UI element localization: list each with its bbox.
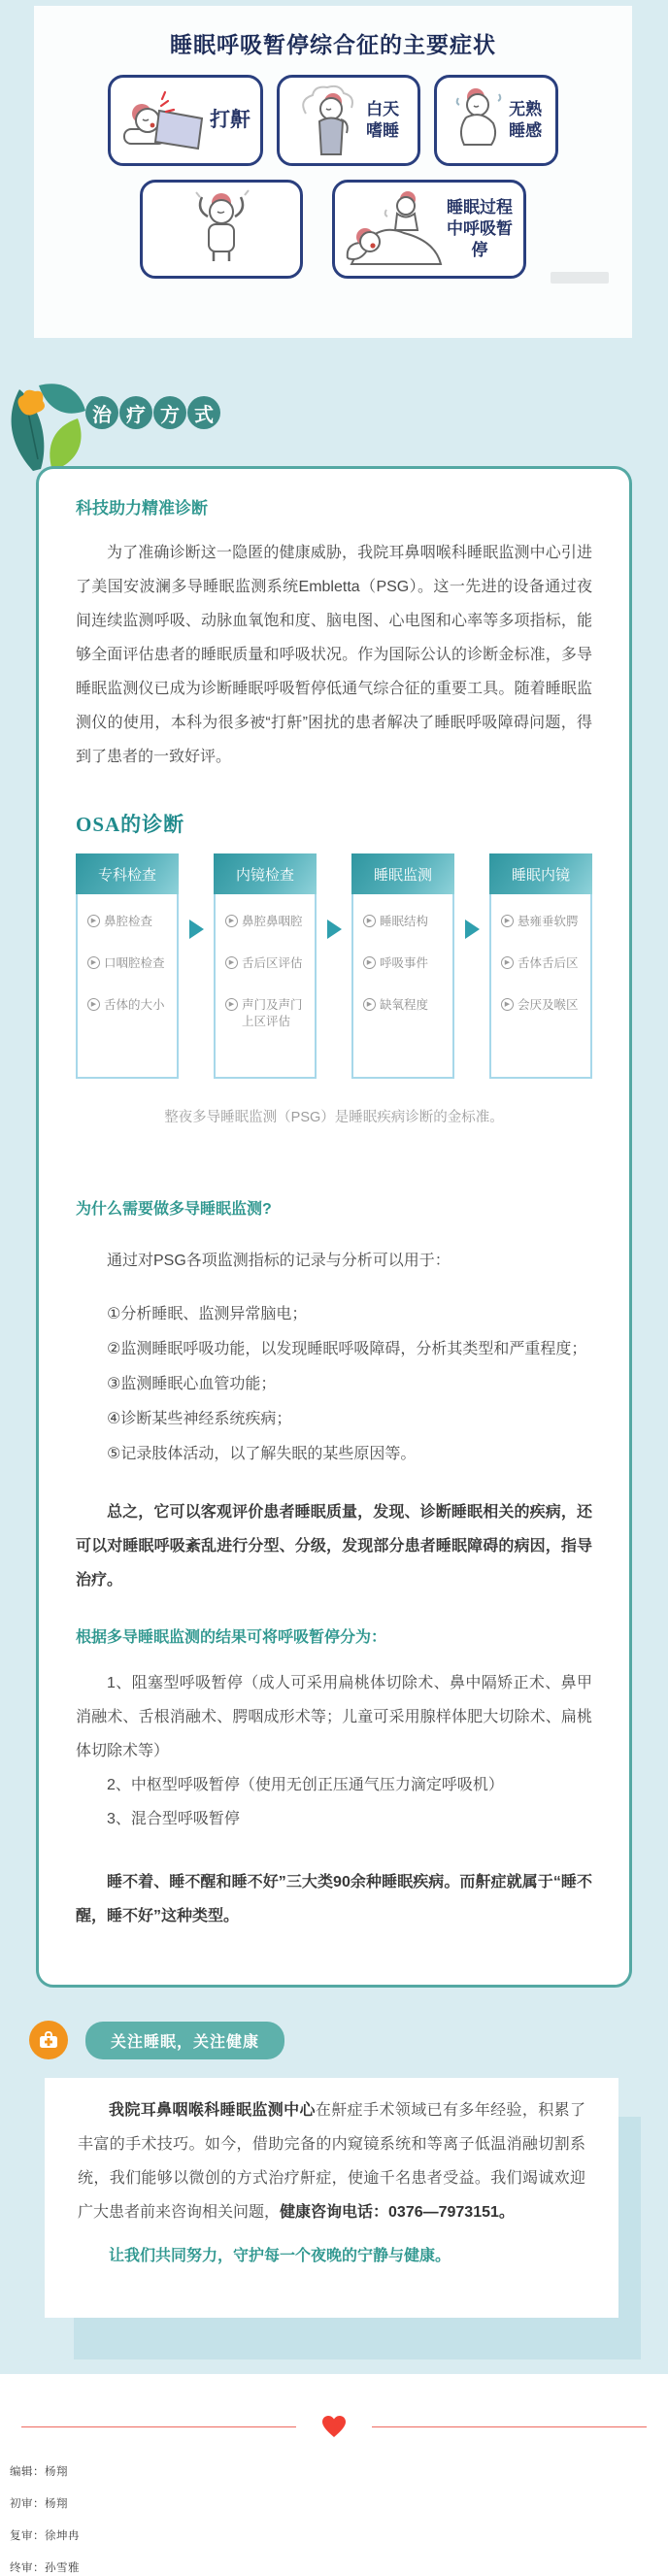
credit-final-review: 终审：孙雪雅 — [10, 2562, 80, 2574]
osa-item-label: 呼吸事件 — [380, 956, 429, 970]
credit-second-review: 复审：徐坤冉 — [10, 2530, 80, 2542]
consult-card — [45, 2078, 618, 2318]
infographic-title: 睡眠呼吸暂停综合征的主要症状 — [170, 32, 496, 57]
symptom-label: 白天嗜睡 — [366, 99, 400, 140]
apnea-type-mixed: 3、混合型呼吸暂停 — [107, 1811, 240, 1827]
osa-item — [87, 955, 171, 972]
osa-column-header: 睡眠监测 — [351, 853, 454, 894]
symptom-panel-apnea — [332, 180, 526, 279]
divider-line — [372, 2426, 647, 2427]
osa-column-sleep-monitoring — [351, 853, 454, 1079]
play-bullet-icon: ▶ — [87, 998, 100, 1011]
paragraph-summary: 总之，它可以客观评价患者睡眠质量，发现、诊断睡眠相关的疾病，还可以对睡眠呼吸紊乱进行分型、分级，发现部分患者睡眠障碍的病因，指导治疗。 — [76, 1504, 592, 1589]
play-bullet-icon: ▶ — [501, 915, 514, 927]
osa-column-header: 内镜检查 — [214, 853, 317, 894]
osa-item — [363, 997, 447, 1014]
snoring-cartoon-icon — [120, 84, 210, 156]
osa-item — [225, 955, 309, 972]
banner-pill-label: 关注睡眠，关注健康 — [85, 2022, 284, 2059]
osa-item-label: 缺氧程度 — [380, 998, 429, 1012]
osa-column-body — [489, 894, 592, 1079]
osa-flow-diagram — [76, 853, 592, 1079]
osa-column-body — [76, 894, 179, 1079]
osa-item-label: 鼻腔检查 — [104, 915, 153, 928]
health-banner — [29, 2020, 284, 2060]
symptom-label: 无熟睡感 — [509, 99, 543, 140]
badge-char-1: 治 — [85, 396, 118, 429]
osa-item — [363, 914, 447, 930]
symptom-panel-no-deep-sleep — [434, 75, 558, 166]
osa-column-sleep-endoscopy — [489, 853, 592, 1079]
psg-uses-list — [76, 1297, 592, 1472]
heading-apnea-types: 根据多导睡眠监测的结果可将呼吸暂停分为： — [76, 1629, 387, 1646]
daytime-sleepiness-cartoon-icon — [296, 83, 366, 158]
osa-item — [87, 997, 171, 1014]
osa-item — [225, 997, 309, 1030]
symptom-label: 打鼾 — [210, 109, 250, 132]
symptom-panel-fatigue — [140, 180, 303, 279]
heading-tech-diagnosis: 科技助力精准诊断 — [76, 499, 208, 518]
osa-column-specialist-exam — [76, 853, 179, 1079]
psg-use-item-2: ②监测睡眠呼吸功能，以发现睡眠呼吸障碍，分析其类型和严重程度； — [107, 1341, 587, 1357]
clinic-name: 我院耳鼻咽喉科睡眠监测中心 — [109, 2102, 316, 2119]
psg-use-item-3: ③监测睡眠心血管功能； — [107, 1376, 277, 1392]
osa-item — [501, 997, 584, 1014]
psg-use-item-1: ①分析睡眠、监测异常脑电； — [107, 1306, 308, 1322]
play-bullet-icon: ▶ — [225, 998, 238, 1011]
arrow-right-icon — [465, 920, 480, 939]
paragraph-sleep-disease-types: 睡不着、睡不醒和睡不好”三大类90余种睡眠疾病。而鼾症就属于“睡不醒，睡不好”这种类型。 — [76, 1874, 592, 1924]
symptom-panels-row-1 — [34, 75, 632, 166]
first-aid-kit-icon — [29, 2021, 68, 2059]
play-bullet-icon: ▶ — [225, 956, 238, 969]
symptom-panels-row-2 — [34, 180, 632, 279]
restless-sleep-cartoon-icon — [449, 83, 509, 158]
divider-line — [21, 2426, 296, 2427]
consult-text: 在鼾症手术领域已有多年经验，积累了丰富的手术技巧。如今，借助完备的内窥镜系统和等离子低温消融切割系统，我们能够以微创的方式治疗鼾症，使逾千名患者受益。我们竭诚欢迎广大患者前来咨询相关问题， — [78, 2102, 585, 2221]
credit-editor: 编辑：杨翔 — [10, 2466, 68, 2478]
treatment-badge — [85, 396, 220, 429]
badge-char-4: 式 — [187, 396, 220, 429]
heading-why-psg: 为什么需要做多导睡眠监测? — [76, 1201, 272, 1218]
psg-use-item-4: ④诊断某些神经系统疾病； — [107, 1411, 292, 1427]
psg-use-item-5: ⑤记录肢体活动，以了解失眠的某些原因等。 — [107, 1446, 417, 1462]
osa-item — [501, 955, 584, 972]
arrow-right-icon — [327, 920, 342, 939]
osa-item-label: 声门及声门上区评估 — [242, 998, 303, 1028]
paragraph-psg-uses-intro: 通过对PSG各项监测指标的记录与分析可以用于： — [107, 1253, 451, 1269]
psg-gold-standard-caption: 整夜多导睡眠监测（PSG）是睡眠疾病诊断的金标准。 — [164, 1110, 504, 1125]
osa-item-label: 舌体舌后区 — [518, 956, 579, 970]
osa-item — [501, 914, 584, 930]
osa-item-label: 舌后区评估 — [242, 956, 303, 970]
osa-column-endoscopy — [214, 853, 317, 1079]
apnea-types-list — [76, 1666, 592, 1836]
play-bullet-icon: ▶ — [87, 956, 100, 969]
osa-item — [363, 955, 447, 972]
symptoms-infographic — [34, 6, 632, 338]
play-bullet-icon: ▶ — [363, 998, 376, 1011]
osa-item-label: 鼻腔鼻咽腔 — [242, 915, 303, 928]
apnea-cartoon-icon — [344, 188, 445, 270]
osa-item-label: 舌体的大小 — [104, 998, 165, 1012]
diagnosis-card — [36, 466, 632, 1988]
osa-item-label: 悬雍垂软腭 — [518, 915, 579, 928]
treatment-section-header — [0, 382, 668, 471]
paragraph-psg-intro: 为了准确诊断这一隐匿的健康威胁，我院耳鼻咽喉科睡眠监测中心引进了美国安波澜多导睡眠监测系统Embletta（PSG）。这一先进的设备通过夜间连续监测呼吸、动脉血氧饱和度、脑电图、心电图和心率等多项指标，能够全面评估患者的睡眠质量和呼吸状况。作为国际公认的诊断金标准，多导睡眠监测仪已成为诊断睡眠呼吸暂停低通气综合征的重要工具。随着睡眠监测仪的使用，本科为很多被“打鼾”困扰的患者解决了睡眠呼吸障碍问题，得到了患者的一致好评。 — [76, 545, 592, 765]
symptom-panel-daytime-sleepiness — [277, 75, 420, 166]
watermark — [551, 272, 609, 284]
play-bullet-icon: ▶ — [501, 998, 514, 1011]
consult-paragraph — [78, 2093, 585, 2229]
credit-first-review: 初审：杨翔 — [10, 2498, 68, 2510]
osa-item-label: 口咽腔检查 — [104, 956, 165, 970]
osa-column-body — [351, 894, 454, 1079]
play-bullet-icon: ▶ — [363, 915, 376, 927]
symptom-panel-snoring — [108, 75, 263, 166]
heart-divider — [0, 2415, 668, 2438]
apnea-type-obstructive: 1、阻塞型呼吸暂停（成人可采用扁桃体切除术、鼻中隔矫正术、鼻甲消融术、舌根消融术、腭咽成形术等；儿童可采用腺样体肥大切除术、扁桃体切除术等） — [76, 1675, 592, 1759]
osa-item-label: 会厌及喉区 — [518, 998, 579, 1012]
osa-column-body — [214, 894, 317, 1079]
apnea-type-central: 2、中枢型呼吸暂停（使用无创正压通气压力滴定呼吸机） — [107, 1777, 504, 1793]
osa-column-header: 睡眠内镜 — [489, 853, 592, 894]
play-bullet-icon: ▶ — [501, 956, 514, 969]
osa-diagnosis-title: OSA的诊断 — [76, 813, 185, 836]
osa-item-label: 睡眠结构 — [380, 915, 429, 928]
phone-number: 健康咨询电话：0376—7973151。 — [280, 2204, 515, 2221]
osa-column-header: 专科检查 — [76, 853, 179, 894]
osa-item — [87, 914, 171, 930]
badge-char-2: 疗 — [119, 396, 152, 429]
play-bullet-icon: ▶ — [87, 915, 100, 927]
symptom-label: 睡眠过程中呼吸暂停 — [446, 197, 513, 260]
footer — [0, 2374, 668, 2576]
badge-char-3: 方 — [153, 396, 186, 429]
arrow-right-icon — [189, 920, 204, 939]
credits-block — [0, 2463, 668, 2575]
play-bullet-icon: ▶ — [363, 956, 376, 969]
heart-icon — [321, 2415, 347, 2438]
play-bullet-icon: ▶ — [225, 915, 238, 927]
closing-line: 让我们共同努力，守护每一个夜晚的宁静与健康。 — [109, 2248, 451, 2264]
stretching-cartoon-icon — [179, 187, 264, 271]
osa-item — [225, 914, 309, 930]
